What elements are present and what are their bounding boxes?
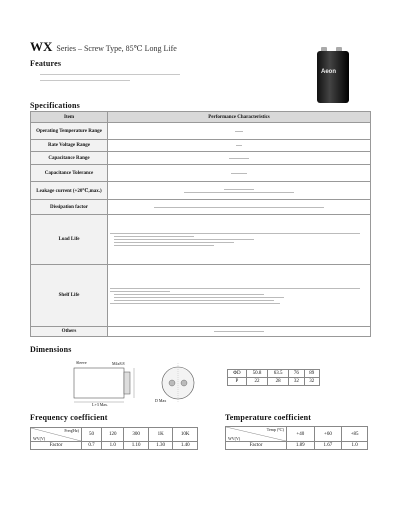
freq-factor-row: [31, 442, 198, 450]
temp-corner-bottom: WV(V): [228, 436, 241, 441]
temp-col: +85: [342, 427, 368, 442]
spec-row: [31, 152, 371, 165]
temp-corner-cell: [226, 427, 287, 442]
dimensions-heading: Dimensions: [30, 345, 72, 354]
temp-table: [225, 426, 368, 450]
freq-value: 1.30: [148, 442, 173, 450]
spec-item-label: Operating Temperature Range: [31, 123, 108, 140]
temp-col: +40: [287, 427, 315, 442]
freq-col: 1K: [148, 428, 173, 442]
dimension-cell: 32: [304, 378, 319, 386]
spec-row: [31, 182, 371, 200]
spec-row: [31, 327, 371, 337]
dimension-cell: 50.8: [246, 370, 267, 378]
specs-table: [30, 111, 371, 337]
temp-factor-row: [226, 442, 368, 450]
specs-heading: Specifications: [30, 101, 80, 110]
dimension-row-label: P: [228, 378, 247, 386]
dimension-row-p: [228, 378, 320, 386]
spec-row: [31, 215, 371, 265]
freq-table: [30, 427, 198, 450]
spec-item-label: Capacitance Tolerance: [31, 165, 108, 182]
freq-heading: Frequency coefficient: [30, 413, 108, 422]
dimension-cell: 28: [268, 378, 289, 386]
freq-col: 50: [82, 428, 102, 442]
col-perf-header: Performance Characteristics: [108, 112, 371, 123]
freq-header-row: [31, 428, 198, 442]
dimension-drawing: [62, 358, 212, 408]
features-list: [40, 74, 190, 81]
specs-header-row: [31, 112, 371, 123]
spec-item-label: Shelf Life: [31, 265, 108, 327]
product-image: [316, 47, 350, 105]
spec-row: [31, 140, 371, 152]
freq-col: 10K: [173, 428, 198, 442]
freq-value: 1.40: [173, 442, 198, 450]
freq-value: 0.7: [82, 442, 102, 450]
temp-row-label: Factor: [226, 442, 287, 450]
spec-row: [31, 200, 371, 215]
spec-item-label: Dissipation factor: [31, 200, 108, 215]
temp-value: 1.0: [342, 442, 368, 450]
dimension-table: [227, 369, 320, 386]
freq-col: 120: [102, 428, 124, 442]
freq-corner-top: Freq(Hz): [64, 428, 79, 433]
freq-value: 1.0: [102, 442, 124, 450]
feature-line: [40, 80, 130, 81]
sleeve-label: Sleeve: [76, 360, 87, 365]
page-title: [30, 38, 177, 56]
bolt-label: M4x8.8: [112, 361, 125, 366]
temp-value: 1.89: [287, 442, 315, 450]
length-label: L+3 Max.: [92, 402, 109, 407]
dimension-cell: 76: [289, 370, 304, 378]
series-name: WX: [30, 39, 53, 54]
capacitor-body: [317, 51, 349, 103]
dimension-row-d: [228, 370, 320, 378]
freq-value: 1.10: [124, 442, 149, 450]
temp-header-row: [226, 427, 368, 442]
series-subtitle: Series – Screw Type, 85℃ Long Life: [56, 44, 177, 53]
freq-corner-cell: [31, 428, 82, 442]
spec-row: [31, 165, 371, 182]
freq-corner-bottom: WV(V): [33, 436, 46, 441]
spec-item-label: Others: [31, 327, 108, 337]
col-item-header: Item: [31, 112, 108, 123]
freq-row-label: Factor: [31, 442, 82, 450]
dimension-cell: 63.5: [268, 370, 289, 378]
temp-corner-top: Temp (℃): [266, 427, 284, 432]
brand-logo: Aeon: [321, 69, 336, 75]
dimension-cell: 89: [304, 370, 319, 378]
d-max-label: D Max: [155, 398, 167, 403]
dimension-cell: 32: [289, 378, 304, 386]
spec-item-label: Load Life: [31, 215, 108, 265]
temp-heading: Temperature coefficient: [225, 413, 312, 422]
dimension-cell: 22: [246, 378, 267, 386]
temp-col: +60: [314, 427, 342, 442]
temp-value: 1.67: [314, 442, 342, 450]
spec-row: [31, 123, 371, 140]
features-heading: Features: [30, 59, 62, 68]
dimension-row-label: ΦD: [228, 370, 247, 378]
spec-item-label: Capacitance Range: [31, 152, 108, 165]
feature-line: [40, 74, 180, 75]
spec-row: [31, 265, 371, 327]
freq-col: 300: [124, 428, 149, 442]
spec-item-label: Rate Voltage Range: [31, 140, 108, 152]
spec-item-label: Leakage current (+20℃,max.): [31, 182, 108, 200]
dimension-diagram: [62, 358, 212, 408]
